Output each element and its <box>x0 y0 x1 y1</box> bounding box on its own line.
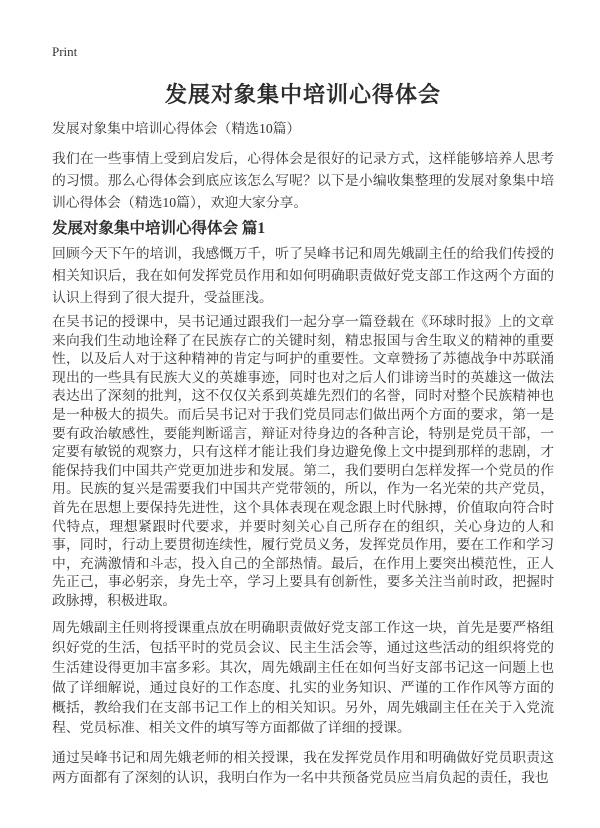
page-subtitle: 发展对象集中培训心得体会（精选10篇） <box>52 121 301 136</box>
print-button[interactable]: Print <box>52 44 78 59</box>
intro-paragraph: 我们在一些事情上受到启发后，心得体会是很好的记录方式，这样能够培养人思考的习惯。那么心得体会到底应该怎么写呢？以下是小编收集整理的发展对象集中培训心得体会（精选10篇），欢迎大家分享。 <box>52 151 554 210</box>
section-heading: 发展对象集中培训心得体会 篇1 <box>52 220 266 237</box>
body-paragraph: 回顾今天下午的培训，我感慨万千，听了吴峰书记和周先娥副主任的给我们传授的相关知识后，我在如何发挥党员作用和如何明确职责做好党支部工作这两个方面的认识上得到了很大提升，受益匪浅。 <box>52 246 554 305</box>
body-paragraph: 通过吴峰书记和周先娥老师的相关授课，我在发挥党员作用和明确做好党员职责这两方面都有了深刻的认识，我明白作为一名中共预备党员应当肩负起的责任，我也 <box>52 749 554 785</box>
body-paragraph: 周先娥副主任则将授课重点放在明确职责做好党支部工作这一块，首先是要严格组织好党的生活，包括平时的党员会议、民主生活会等，通过这些活动的组织将党的生活建设得更加丰富多彩。其次，周先娥副主任在如何当好支部书记这一问题上也做了详细解说，通过良好的工作态度、扎实的业务知识、严谨的工作作风等方面的概括，教给我们在支部书记工作上的相关知识。另外，周先娥副主任在关于入党流程、党员标准、相关文件的填写等方面都做了详细的授课。 <box>52 619 554 735</box>
page-title: 发展对象集中培训心得体会 <box>164 82 441 107</box>
body-paragraph: 在吴书记的授课中，吴书记通过跟我们一起分享一篇登载在《环球时报》上的文章来向我们生动地诠释了在民族存亡的关键时刻，精忠报国与舍生取义的精神的重要性，以及后人对于这种精神的肯定与呵护的重要性。文章赞扬了苏德战争中苏联涌现出的一些具有民族大义的英雄事迹，同时也对之后人们诽谤当时的英雄这一做法表达出了深刻的批判，这不仅仅关系到英雄先烈们的名誉，同时对整个民族精神也是一种极大的损失。而后吴书记对于我们党员同志们做出两个方面的要求，第一是要有政治敏感性，要能判断谣言，辩证对待身边的各种言论，特别是党员干部，一定要有敏锐的观察力，只有这样才能让我们身边避免像上文中提到那样的悲剧，才能保持我们中国共产党更加进步和发展。第二，我们要明白怎样发挥一个党员的作用。民族的复兴是需要我们中国共产党带领的，所以，作为一名光荣的共产党员，首先在思想上要保持先进性，这个具体表现在观念跟上时代脉搏，价值取向符合时代特点，理想紧跟时代要求，并要时刻关心自己所存在的组织，关心身边的人和事，同时，行动上要贯彻连续性，履行党员义务，发挥党员作用，要在工作和学习中，充满激情和斗志，投入自己的全部热情。最后，在作用上要突出模范性，正人先正己，事必躬亲，身先士卒，学习上要具有创新性，要多关注当前时政，把握时政脉搏，积极进取。 <box>52 314 554 608</box>
